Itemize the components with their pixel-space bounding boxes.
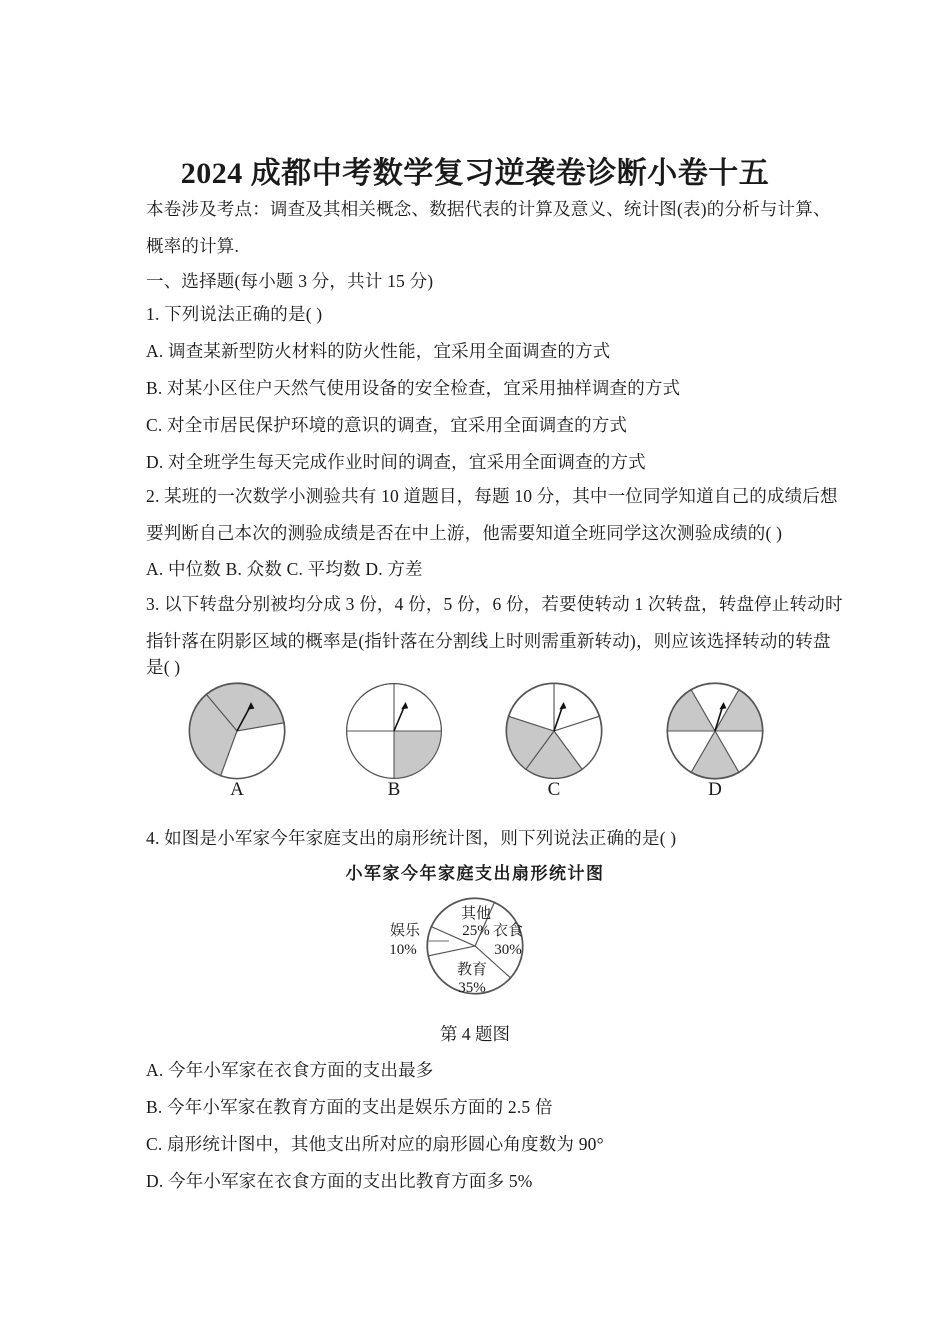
spinner-a-graphic: [189, 683, 285, 779]
spinner-b: [346, 683, 442, 800]
question-4-option-d[interactable]: D. 今年小军家在衣食方面的支出比教育方面多 5%: [146, 1171, 533, 1191]
pie-label-yule-name: 娱乐: [389, 923, 421, 939]
spinner-c-graphic: [506, 683, 602, 779]
spinner-a-label: A: [230, 779, 244, 800]
pie-chart-figure: [375, 884, 575, 1008]
pie-label-yishi-name: 衣食: [492, 923, 524, 939]
pie-label-jiaoyu-name: 教育: [456, 962, 488, 978]
pie-label-jiaoyu-value: 35%: [458, 980, 486, 996]
page-title: 2024 成都中考数学复习逆袭卷诊断小卷十五: [180, 157, 770, 191]
spinner-d-graphic: [667, 683, 763, 779]
spinner-a: [189, 683, 285, 800]
spinner-b-graphic: [346, 683, 442, 779]
question-4-option-c[interactable]: C. 扇形统计图中，其他支出所对应的扇形圆心角度数为 90°: [146, 1134, 604, 1154]
question-4-option-a[interactable]: A. 今年小军家在衣食方面的支出最多: [146, 1060, 434, 1080]
question-3-stem-line-1: 3. 以下转盘分别被均分成 3 份，4 份，5 份，6 份，若要使转动 1 次转盘，转盘停止转动时: [146, 594, 843, 614]
question-4-stem: 4. 如图是小军家今年家庭支出的扇形统计图，则下列说法正确的是( ): [146, 828, 677, 848]
pie-label-qita-value: 25%: [462, 923, 490, 939]
spinner-c: [506, 683, 602, 800]
question-1-option-d[interactable]: D. 对全班学生每天完成作业时间的调查，宜采用全面调查的方式: [146, 452, 646, 472]
pie-label-yule-value: 10%: [389, 942, 417, 958]
spinner-d-label: D: [708, 779, 722, 800]
question-2-options[interactable]: A. 中位数 B. 众数 C. 平均数 D. 方差: [146, 559, 423, 579]
spinner-c-label: C: [547, 779, 561, 800]
question-2-stem-line-2: 要判断自己本次的测验成绩是否在中上游，他需要知道全班同学这次测验成绩的( ): [146, 523, 783, 543]
question-4-figure-caption: 第 4 题图: [440, 1024, 510, 1044]
pie-label-qita: [461, 904, 491, 939]
spinner-d: [667, 683, 763, 800]
question-2-stem-line-1: 2. 某班的一次数学小测验共有 10 道题目，每题 10 分，其中一位同学知道自己的成绩后想: [146, 486, 838, 506]
question-4-option-b[interactable]: B. 今年小军家在教育方面的支出是娱乐方面的 2.5 倍: [146, 1097, 553, 1117]
question-3-stem-line-3: 是( ): [146, 657, 181, 677]
pie-label-yule: [389, 922, 421, 958]
question-1-stem: 1. 下列说法正确的是( ): [146, 304, 323, 324]
pie-label-qita-name: 其他: [460, 906, 492, 922]
pie-chart-title: 小军家今年家庭支出扇形统计图: [345, 864, 605, 883]
section-heading-choice: 一、选择题(每小题 3 分，共计 15 分): [146, 271, 434, 291]
question-1-option-c[interactable]: C. 对全市居民保护环境的意识的调查，宜采用全面调查的方式: [146, 415, 628, 435]
question-3-spinner-figure: [146, 683, 818, 811]
spinner-b-label: B: [387, 779, 401, 800]
question-1-option-a[interactable]: A. 调查某新型防火材料的防火性能，宜采用全面调查的方式: [146, 341, 611, 361]
question-3-stem-line-2: 指针落在阴影区域的概率是(指针落在分割线上时则需重新转动)，则应该选择转动的转盘: [146, 631, 831, 651]
scope-line-2: 概率的计算.: [146, 236, 240, 256]
question-1-option-b[interactable]: B. 对某小区住户天然气使用设备的安全检查，宜采用抽样调查的方式: [146, 378, 681, 398]
pie-chart-graphic: [375, 884, 575, 1008]
pie-label-yishi-value: 30%: [494, 942, 522, 958]
scope-line-1: 本卷涉及考点：调查及其相关概念、数据代表的计算及意义、统计图(表)的分析与计算、: [146, 199, 831, 219]
